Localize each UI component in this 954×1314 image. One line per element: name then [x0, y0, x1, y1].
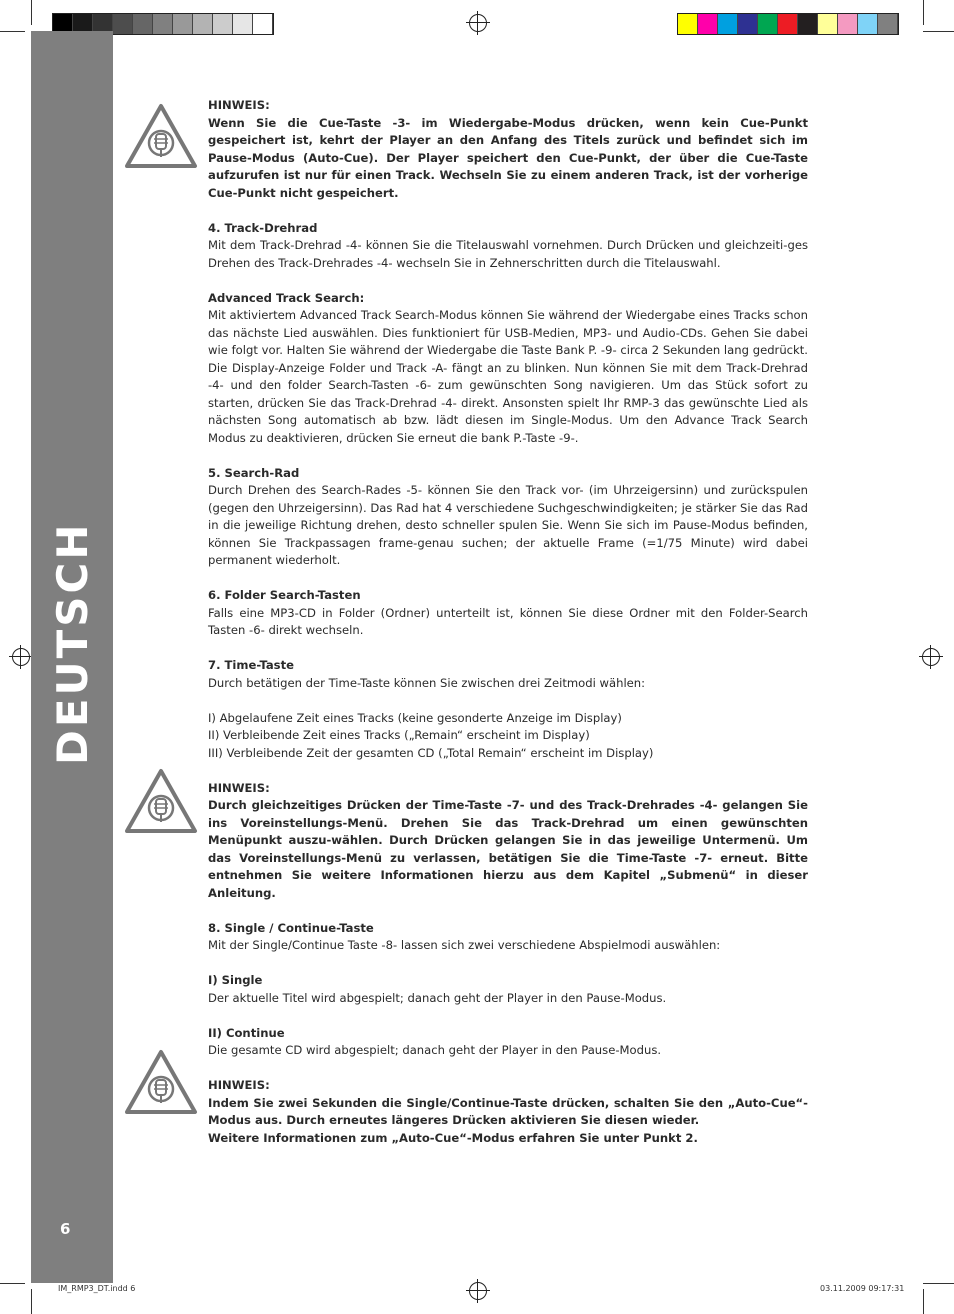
footer-timestamp: 03.11.2009 09:17:31 [820, 1284, 905, 1293]
color-swatch [718, 14, 738, 34]
note-hinweis-2 [208, 780, 808, 903]
section-advanced-track-search [208, 290, 808, 448]
color-swatch [193, 14, 213, 34]
page-number: 6 [60, 1220, 71, 1238]
crop-mark [923, 1289, 924, 1314]
section-folder-search [208, 587, 808, 640]
list-item: I) Abgelaufene Zeit eines Tracks (keine gesonderte Anzeige im Display) [208, 710, 622, 725]
color-swatch [698, 14, 718, 34]
note-text: Weitere Informationen zum „Auto-Cue“-Modus erfahren Sie unter Punkt 2. [208, 1130, 698, 1145]
section-text: Die gesamte CD wird abgespielt; danach geht der Player in den Pause-Modus. [208, 1043, 662, 1057]
color-swatch [798, 14, 818, 34]
crop-mark [923, 1283, 954, 1284]
section-search-rad [208, 465, 808, 570]
note-hinweis-3 [208, 1077, 808, 1147]
section-text: Durch Drehen des Search-Rades -5- können Sie den Track vor- (im Uhrzeigersinn) und zurückspulen (gegen den Uhrzeigersinn). Das Rad hat 4 verschiedene Suchgeschwindigkeiten; je stärker Sie das Rad in die jeweilige Richtung drehen, desto schneller spulen Sie. Wenn Sie sich im Pause-Modus befinden, können Sie Trackpassagen frame-genau suchen; der aktuelle Frame (=1/75 Minute) wird dabei permanent wiederholt. [208, 483, 808, 567]
footer-file-info: IM_RMP3_DT.indd 6 [58, 1284, 136, 1293]
sidebar-title: DEUTSCH [48, 521, 97, 765]
crop-mark [31, 1289, 32, 1314]
mode-single [208, 972, 808, 1007]
main-content [208, 97, 808, 1165]
note-label: HINWEIS: [208, 1078, 270, 1092]
note-label: HINWEIS: [208, 98, 270, 112]
note-text: Durch gleichzeitiges Drücken der Time-Taste -7- und des Track-Drehrades -4- gelangen Sie ins Voreinstellungs-Menü. Drehen Sie das Track-Drehrad um einen gewünschten Menüpunkt auszu-wählen. Durch Drücken gelangen Sie in das jeweilige Untermenü. Um das Voreinstellungs-Menü zu verlassen, betätigen Sie die Time-Taste -7- erneut. Bitte entnehmen Sie weitere Informationen hierzu aus dem Kapitel „Submenü“ in dieser Anleitung. [208, 798, 808, 900]
color-swatch [133, 14, 153, 34]
registration-mark-icon [469, 1282, 487, 1300]
section-heading: 8. Single / Continue-Taste [208, 920, 374, 935]
note-hinweis-1 [208, 97, 808, 202]
crop-mark [923, 31, 954, 32]
time-mode-list [208, 710, 808, 763]
warning-triangle-icon [124, 1049, 198, 1115]
color-swatch [113, 14, 133, 34]
registration-mark-icon [469, 14, 487, 32]
registration-mark-icon [922, 648, 940, 666]
process-color-bar [677, 13, 899, 35]
list-item: III) Verbleibende Zeit der gesamten CD („Total Remain“ erscheint im Display) [208, 745, 654, 760]
color-swatch [878, 14, 898, 34]
section-heading: II) Continue [208, 1025, 285, 1040]
warning-triangle-icon [124, 768, 198, 834]
crop-mark [0, 31, 25, 32]
list-item: II) Verbleibende Zeit eines Tracks („Remain“ erscheint im Display) [208, 728, 590, 742]
color-swatch [838, 14, 858, 34]
section-text: Falls eine MP3-CD in Folder (Ordner) unterteilt ist, können Sie diese Ordner mit den Folder-Search Tasten -6- direkt wechseln. [208, 605, 808, 637]
section-text: Mit aktiviertem Advanced Track Search-Modus können Sie während der Wiedergabe eines Tracks schon das nächste Lied auswählen. Dies funktioniert für USB-Medien, MP3- und Audio-CDs. Gehen Sie dabei wie folgt vor. Halten Sie während der Wiedergabe die Taste Bank P. -9- circa 2 Sekunden lang gedrückt. Die Display-Anzeige Folder und Track -A- fängt an zu blinken. Nun können Sie mit dem Track-Drehrad -4- und den folder Search-Tasten -6- zum gewünschten Song navigieren. Um das Stück sofort zu starten, drücken Sie das Track-Drehrad -4- direkt. Ansonsten spielt Ihr RMP-3 das gewünschte Lied als nächsten Song automatisch ab bzw. lädt diesen im Single-Modus. Um den Advance Track Search Modus zu deaktivieren, drücken Sie erneut die bank P.-Taste -9-. [208, 308, 808, 445]
warning-triangle-icon [124, 103, 198, 169]
section-time-taste [208, 657, 808, 692]
color-swatch [778, 14, 798, 34]
color-swatch [818, 14, 838, 34]
section-heading: 4. Track-Drehrad [208, 220, 318, 235]
color-swatch [738, 14, 758, 34]
section-track-drehrad [208, 220, 808, 273]
crop-mark [31, 0, 32, 25]
section-heading: 7. Time-Taste [208, 658, 294, 672]
color-swatch [678, 14, 698, 34]
section-heading: 5. Search-Rad [208, 465, 300, 480]
crop-mark [923, 0, 924, 25]
section-heading: Advanced Track Search: [208, 290, 365, 305]
color-swatch [173, 14, 193, 34]
color-swatch [758, 14, 778, 34]
note-label: HINWEIS: [208, 780, 270, 795]
section-text: Durch betätigen der Time-Taste können Sie zwischen drei Zeitmodi wählen: [208, 675, 646, 690]
registration-mark-icon [12, 648, 30, 666]
color-swatch [858, 14, 878, 34]
section-text: Der aktuelle Titel wird abgespielt; danach geht der Player in den Pause-Modus. [208, 990, 667, 1005]
mode-continue [208, 1025, 808, 1060]
color-swatch [233, 14, 253, 34]
crop-mark [0, 1283, 25, 1284]
section-single-continue [208, 920, 808, 955]
color-swatch [153, 14, 173, 34]
note-text: Wenn Sie die Cue-Taste -3- im Wiedergabe-Modus drücken, wenn kein Cue-Punkt gespeichert ist, kehrt der Player an den Anfang des Titels zurück und befindet sich im Pause-Modus (Auto-Cue). Der Player speichert den Cue-Punkt, der über die Cue-Taste aufzurufen ist nur für einen Track. Wechseln Sie zu einem anderen Track, ist der vorherige Cue-Punkt nicht gespeichert. [208, 115, 808, 200]
section-text: Mit der Single/Continue Taste -8- lassen sich zwei verschiedene Abspielmodi auswählen: [208, 938, 721, 952]
note-text: Indem Sie zwei Sekunden die Single/Continue-Taste drücken, schalten Sie den „Auto-Cue“-Modus aus. Durch erneutes längeres Drücken aktivieren Sie diesen wieder. [208, 1095, 808, 1127]
color-swatch [253, 14, 273, 34]
color-swatch [213, 14, 233, 34]
section-text: Mit dem Track-Drehrad -4- können Sie die Titelauswahl vornehmen. Durch Drücken und gleichzeiti-ges Drehen des Track-Drehrades -4- wechseln Sie in Zehnerschritten durch die Titelauswahl. [208, 238, 808, 270]
section-heading: I) Single [208, 973, 263, 987]
section-heading: 6. Folder Search-Tasten [208, 588, 361, 602]
